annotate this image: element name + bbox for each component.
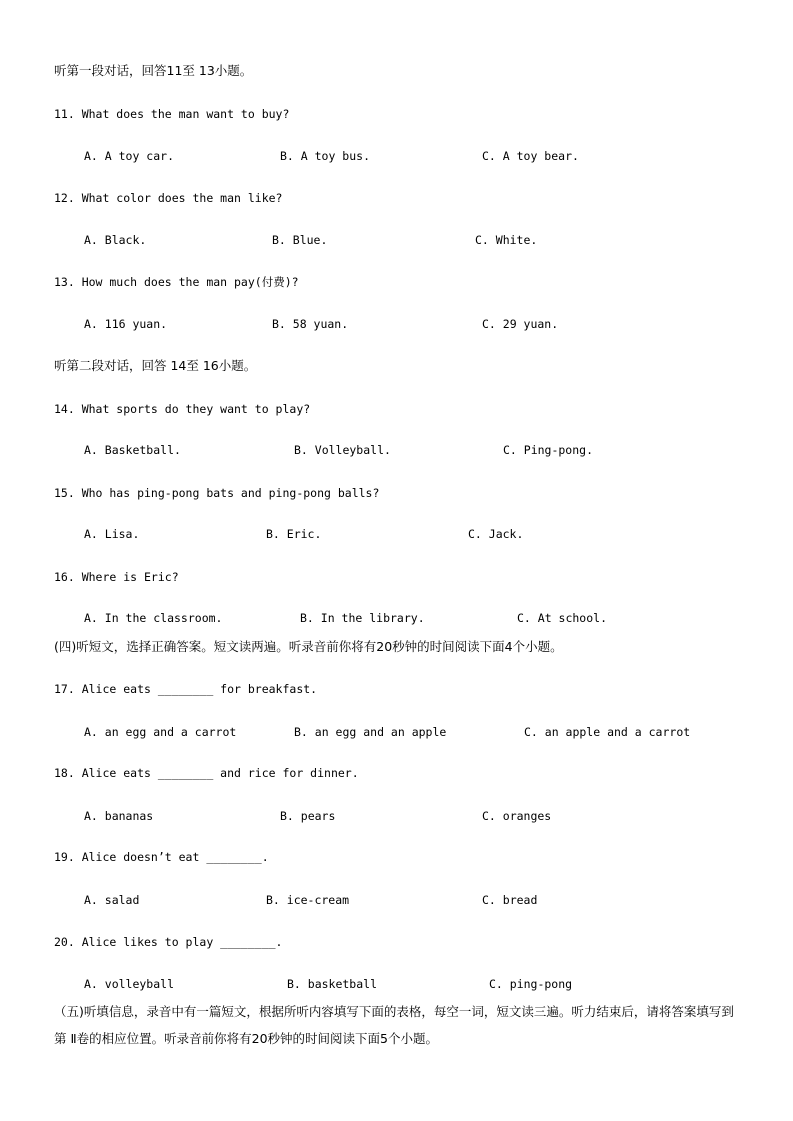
section-heading-3: (四)听短文，选择正确答案。短文读两遍。听录音前你将有20秒钟的时间阅读下面4个小题。 xyxy=(54,639,563,654)
question-16-option-c: C. At school. xyxy=(517,611,608,625)
section-heading-1: 听第一段对话，回答11至 13小题。 xyxy=(54,63,253,78)
question-13-option-b: B. 58 yuan. xyxy=(272,317,349,331)
question-16-option-a: A. In the classroom. xyxy=(84,611,223,625)
question-15-option-c: C. Jack. xyxy=(468,527,524,541)
question-19-option-a: A. salad xyxy=(84,893,140,907)
question-17-option-c: C. an apple and a carrot xyxy=(524,725,691,739)
question-16-option-b: B. In the library. xyxy=(300,611,425,625)
question-14-stem: 14. What sports do they want to play? xyxy=(54,402,311,416)
question-12-stem: 12. What color does the man like? xyxy=(54,191,283,205)
question-11-option-b: B. A toy bus. xyxy=(280,149,371,163)
question-19-option-c: C. bread xyxy=(482,893,538,907)
question-17-stem: 17. Alice eats ________ for breakfast. xyxy=(54,682,318,696)
question-15-option-a: A. Lisa. xyxy=(84,527,140,541)
question-19-option-b: B. ice-cream xyxy=(266,893,350,907)
question-12-option-b: B. Blue. xyxy=(272,233,328,247)
question-20-option-a: A. volleyball xyxy=(84,977,175,991)
question-11-option-a: A. A toy car. xyxy=(84,149,175,163)
question-20-stem: 20. Alice likes to play ________. xyxy=(54,935,283,949)
question-20-option-c: C. ping-pong xyxy=(489,977,573,991)
question-15-stem: 15. Who has ping-pong bats and ping-pong balls? xyxy=(54,486,380,500)
question-18-option-c: C. oranges xyxy=(482,809,552,823)
question-18-option-b: B. pears xyxy=(280,809,336,823)
question-12-option-c: C. White. xyxy=(475,233,538,247)
question-20-option-b: B. basketball xyxy=(287,977,378,991)
section-heading-4: （五)听填信息，录音中有一篇短文，根据所听内容填写下面的表格，每空一词，短文读三遍。听力结束后，请将答案填写到第 Ⅱ卷的相应位置。听录音前你将有20秒钟的时间阅读下面5个小题。 xyxy=(54,1004,734,1046)
question-13-option-a: A. 116 yuan. xyxy=(84,317,168,331)
question-11-stem: 11. What does the man want to buy? xyxy=(54,107,290,121)
question-14-option-b: B. Volleyball. xyxy=(294,443,391,457)
question-18-option-a: A. bananas xyxy=(84,809,154,823)
question-14-option-a: A. Basketball. xyxy=(84,443,181,457)
question-12-option-a: A. Black. xyxy=(84,233,147,247)
question-13-option-c: C. 29 yuan. xyxy=(482,317,559,331)
question-13-stem: 13. How much does the man pay(付费)? xyxy=(54,275,299,289)
question-15-option-b: B. Eric. xyxy=(266,527,322,541)
section-heading-2: 听第二段对话，回答 14至 16小题。 xyxy=(54,358,257,373)
question-17-option-a: A. an egg and a carrot xyxy=(84,725,237,739)
question-16-stem: 16. Where is Eric? xyxy=(54,570,179,584)
question-14-option-c: C. Ping-pong. xyxy=(503,443,594,457)
question-11-option-c: C. A toy bear. xyxy=(482,149,579,163)
question-18-stem: 18. Alice eats ________ and rice for dinner. xyxy=(54,766,359,780)
question-19-stem: 19. Alice doesn’t eat ________. xyxy=(54,850,269,864)
question-17-option-b: B. an egg and an apple xyxy=(294,725,447,739)
